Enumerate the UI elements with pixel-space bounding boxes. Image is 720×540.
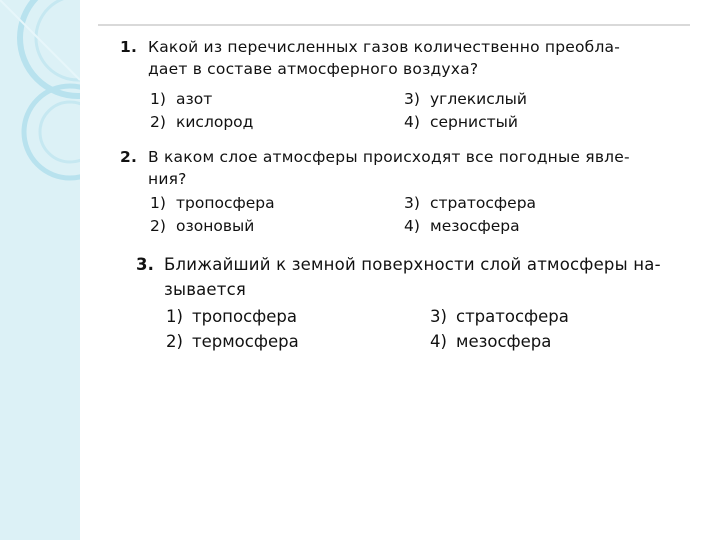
question-2-stem-continued: ния?: [148, 170, 187, 188]
question-2-number: 2.: [120, 148, 138, 166]
question-1-number: 1.: [120, 38, 138, 56]
answer-option: 2) озоновый: [150, 217, 255, 235]
question-1-options: [150, 88, 650, 136]
answer-option: 1) азот: [150, 90, 213, 108]
answer-option: 3) стратосфера: [430, 307, 569, 326]
answer-option: 4) сернистый: [404, 113, 518, 131]
circle-rings-icon: [0, 0, 80, 540]
answer-option: 4) мезосфера: [430, 332, 552, 351]
question-2-stem: 2. В каком слое атмосферы происходят все погодные явле-: [120, 148, 630, 166]
answer-option: 4) мезосфера: [404, 217, 520, 235]
answer-option: 3) углекислый: [404, 90, 527, 108]
question-1-stem: 1. Какой из перечисленных газов количественно преобла-: [120, 38, 621, 56]
question-3-options: [166, 304, 686, 358]
answer-option: 2) кислород: [150, 113, 254, 131]
top-divider: [98, 24, 690, 26]
question-3-stem-continued: зывается: [164, 280, 246, 299]
answer-option: 1) тропосфера: [150, 194, 275, 212]
question-3-number: 3.: [136, 255, 155, 274]
question-2: [120, 146, 676, 190]
question-3-stem: 3. Ближайший к земной поверхности слой атмосферы на-: [136, 252, 710, 277]
question-2-options: [150, 192, 650, 240]
answer-option: 1) тропосфера: [166, 307, 297, 326]
question-3: [136, 252, 710, 302]
question-1-stem-continued: дает в составе атмосферного воздуха?: [148, 60, 479, 78]
answer-option: 2) термосфера: [166, 332, 299, 351]
decorative-sidebar: [0, 0, 80, 540]
answer-option: 3) стратосфера: [404, 194, 537, 212]
question-1: [120, 36, 676, 80]
